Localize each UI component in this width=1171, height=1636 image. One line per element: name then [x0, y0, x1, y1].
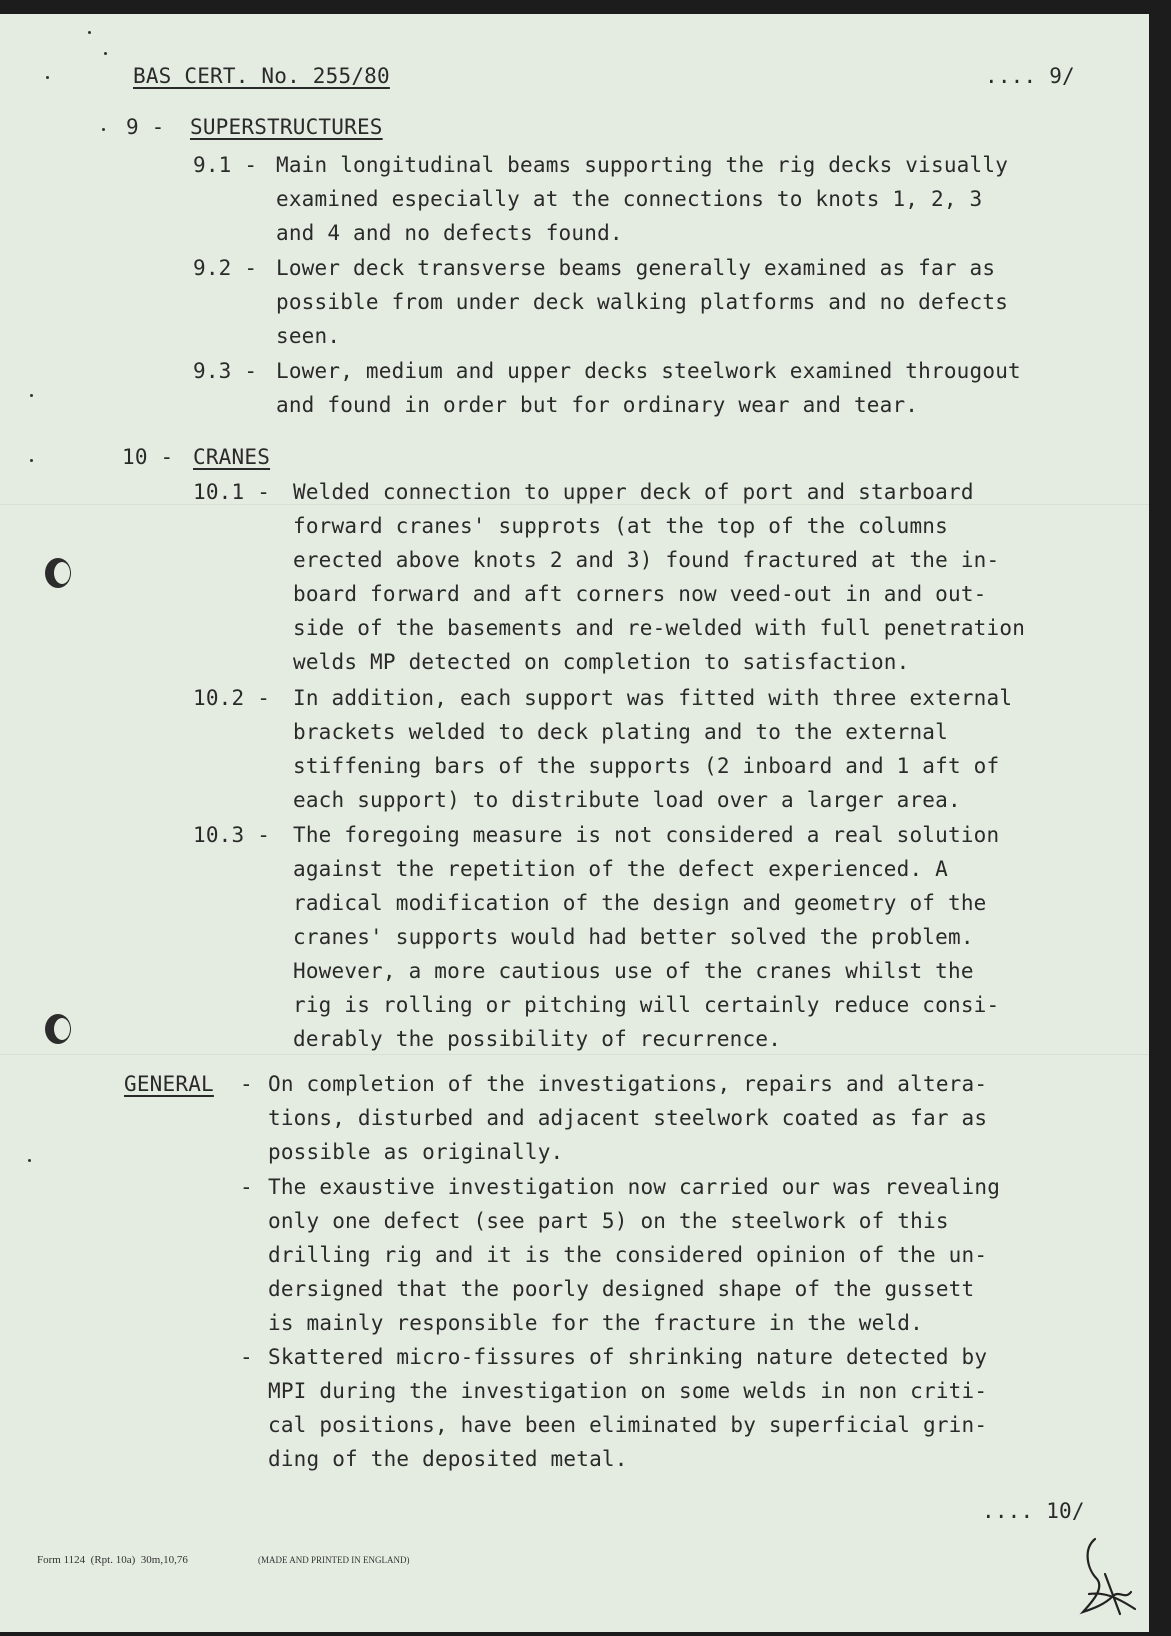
item-line: Main longitudinal beams supporting the rig decks visually [276, 153, 1009, 177]
item-line: board forward and aft corners now veed-out in and out- [293, 582, 987, 606]
general-line: is mainly responsible for the fracture in the weld. [268, 1311, 923, 1335]
item-line: Welded connection to upper deck of port and starboard [293, 480, 974, 504]
certificate-reference: BAS CERT. No. 255/80 [133, 64, 390, 88]
item-line: against the repetition of the defect experienced. A [293, 857, 948, 881]
item-line: possible from under deck walking platforms and no defects [276, 290, 1009, 314]
section-number: 9 - [126, 115, 165, 139]
item-label: 10.1 - [193, 480, 271, 504]
handwritten-signature [1075, 1534, 1145, 1624]
page-marker: .... 9/ [985, 64, 1075, 88]
general-title: GENERAL [124, 1072, 214, 1096]
item-line: rig is rolling or pitching will certainly reduce consi- [293, 993, 1000, 1017]
ink-speck [30, 394, 33, 397]
general-line: The exaustive investigation now carried our was revealing [268, 1175, 1001, 1199]
item-line: However, a more cautious use of the cranes whilst the [293, 959, 974, 983]
item-line: cranes' supports would had better solved the problem. [293, 925, 974, 949]
item-line: In addition, each support was fitted with three external [293, 686, 1013, 710]
ink-speck [30, 459, 33, 462]
general-line: tions, disturbed and adjacent steelwork coated as far as [268, 1106, 988, 1130]
section-title: SUPERSTRUCTURES [190, 115, 383, 139]
ink-speck [104, 52, 107, 55]
printing-note: (MADE AND PRINTED IN ENGLAND) [258, 1555, 410, 1565]
item-label: 9.1 - [193, 153, 258, 177]
item-line: erected above knots 2 and 3) found fractured at the in- [293, 548, 1000, 572]
item-line: radical modification of the design and geometry of the [293, 891, 987, 915]
general-line: Skattered micro-fissures of shrinking nature detected by [268, 1345, 988, 1369]
form-number: Form 1124 (Rpt. 10a) 30m,10,76 [37, 1554, 188, 1566]
punch-hole [45, 1014, 71, 1044]
item-label: 9.3 - [193, 359, 258, 383]
general-line: possible as originally. [268, 1140, 564, 1164]
item-label: 10.3 - [193, 823, 271, 847]
item-line: Lower deck transverse beams generally examined as far as [276, 256, 996, 280]
general-line: ding of the deposited metal. [268, 1447, 628, 1471]
bullet-dash: - [240, 1072, 253, 1096]
bullet-dash: - [240, 1345, 253, 1369]
item-label: 9.2 - [193, 256, 258, 280]
general-line: MPI during the investigation on some welds in non criti- [268, 1379, 988, 1403]
ink-speck [28, 1159, 31, 1162]
item-line: derably the possibility of recurrence. [293, 1027, 782, 1051]
general-line: cal positions, have been eliminated by superficial grin- [268, 1413, 988, 1437]
item-line: side of the basements and re-welded with full penetration [293, 616, 1026, 640]
general-line: drilling rig and it is the considered opinion of the un- [268, 1243, 988, 1267]
next-page-marker: .... 10/ [982, 1499, 1085, 1523]
bullet-dash: - [240, 1175, 253, 1199]
item-line: stiffening bars of the supports (2 inboard and 1 aft of [293, 754, 1000, 778]
item-line: and found in order but for ordinary wear and tear. [276, 393, 919, 417]
ink-speck [102, 128, 105, 131]
general-line: On completion of the investigations, repairs and altera- [268, 1072, 988, 1096]
item-line: and 4 and no defects found. [276, 221, 623, 245]
item-line: welds MP detected on completion to satisfaction. [293, 650, 910, 674]
section-number: 10 - [122, 445, 174, 469]
item-line: seen. [276, 324, 341, 348]
item-line: each support) to distribute load over a larger area. [293, 788, 961, 812]
general-line: dersigned that the poorly designed shape of the gussett [268, 1277, 975, 1301]
item-line: examined especially at the connections to knots 1, 2, 3 [276, 187, 983, 211]
item-label: 10.2 - [193, 686, 271, 710]
section-title: CRANES [193, 445, 271, 469]
item-line: brackets welded to deck plating and to the external [293, 720, 948, 744]
punch-hole [45, 558, 71, 588]
ink-speck [88, 31, 91, 34]
item-line: Lower, medium and upper decks steelwork examined througout [276, 359, 1021, 383]
general-line: only one defect (see part 5) on the steelwork of this [268, 1209, 949, 1233]
item-line: The foregoing measure is not considered a real solution [293, 823, 1000, 847]
ink-speck [46, 76, 49, 79]
document-page [0, 14, 1149, 1632]
item-line: forward cranes' supprots (at the top of the columns [293, 514, 948, 538]
